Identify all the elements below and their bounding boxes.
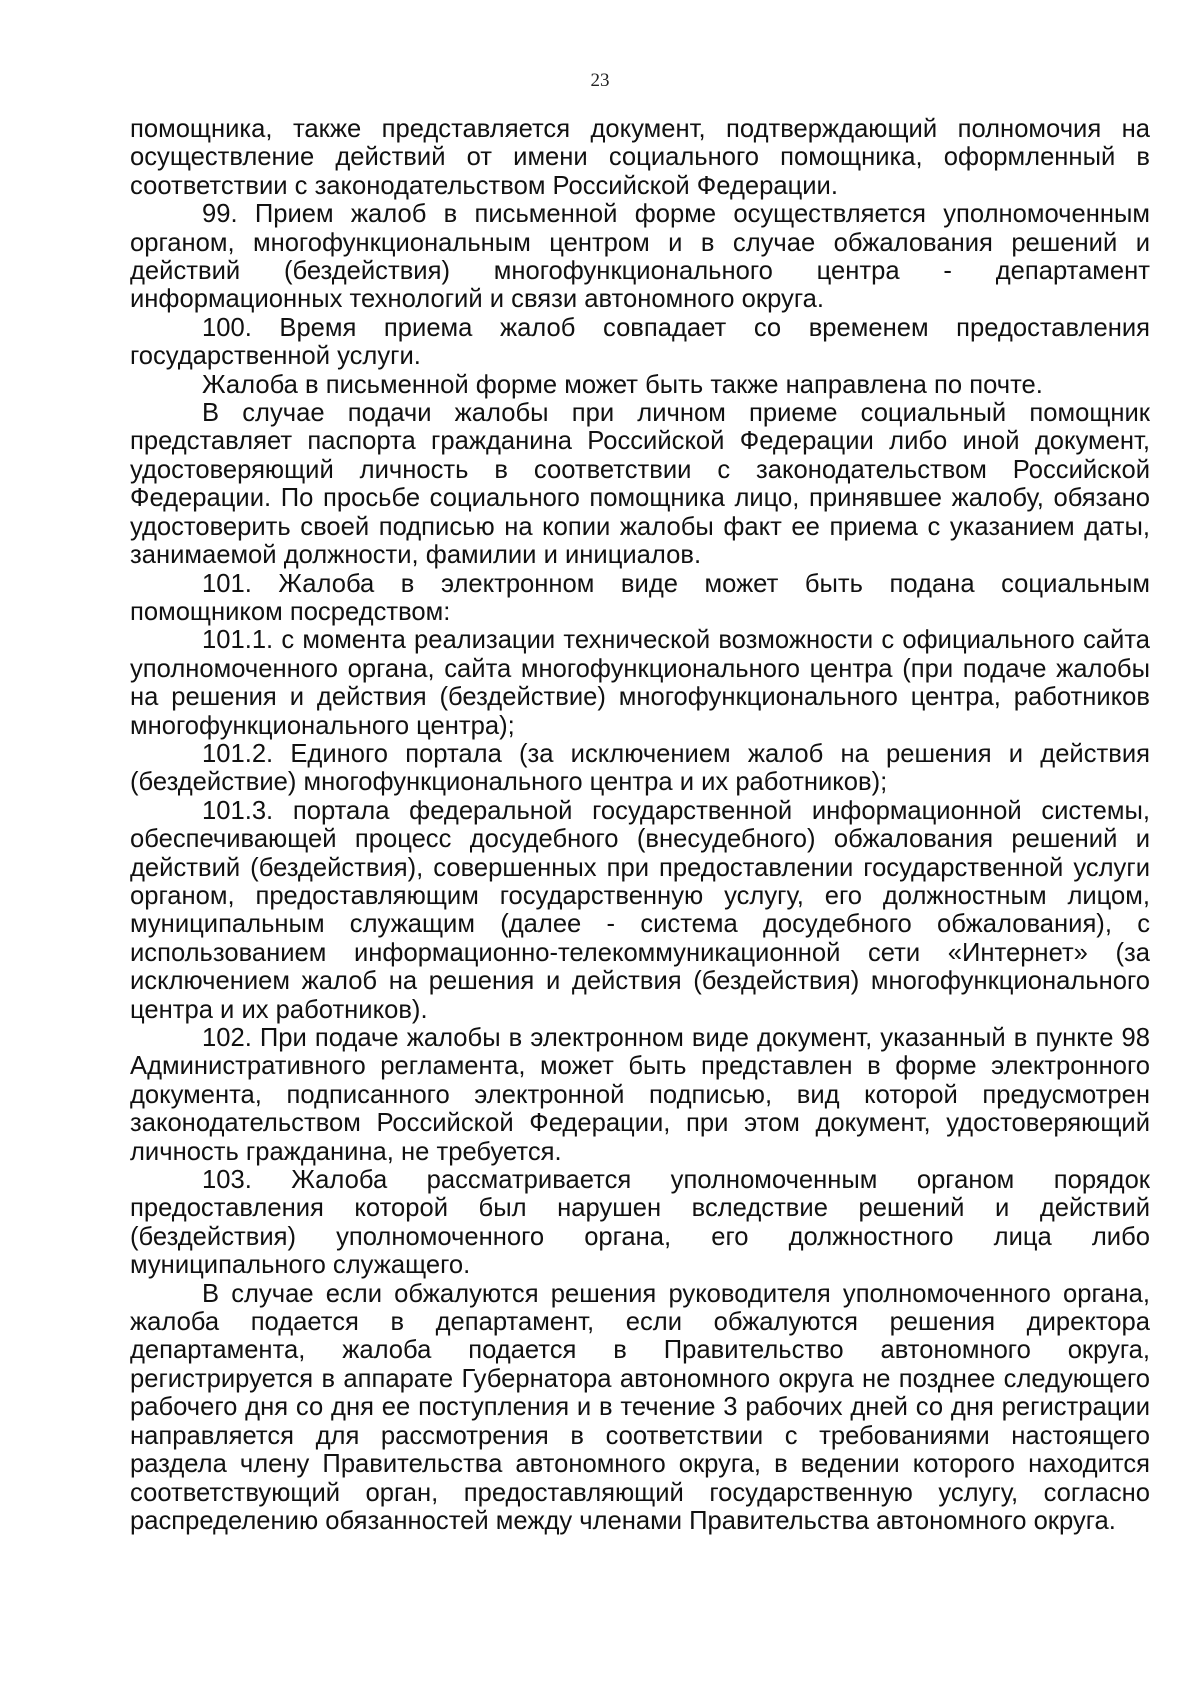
- document-body: [130, 115, 1150, 1535]
- paragraph-100: 100. Время приема жалоб совпадает со временем предоставления государственной услуги.: [130, 313, 1150, 371]
- paragraph-101-2: 101.2. Единого портала (за исключением жалоб на решения и действия (бездействие) многофункционального центра и их работников);: [130, 739, 1150, 797]
- paragraph-continued: помощника, также представляется документ, подтверждающий полномочия на осуществление действий от имени социального помощника, оформленный в соответствии с законодательством Российской Федерации.: [130, 115, 1150, 200]
- paragraph-personal-reception: В случае подачи жалобы при личном приеме социальный помощник представляет паспорта гражданина Российской Федерации либо иной документ, удостоверяющий личность в соответствии с законодательством Российской Федерации. По просьбе социального помощника лицо, принявшее жалобу, обязано удостоверить своей подписью на копии жалобы факт ее приема с указанием даты, занимаемой должности, фамилии и инициалов.: [130, 399, 1150, 570]
- paragraph-102: 102. При подаче жалобы в электронном виде документ, указанный в пункте 98 Административного регламента, может быть представлен в форме электронного документа, подписанного электронной подписью, вид которой предусмотрен законодательством Российской Федерации, при этом документ, удостоверяющий личность гражданина, не требуется.: [130, 1024, 1150, 1166]
- paragraph-103: 103. Жалоба рассматривается уполномоченным органом порядок предоставления которой был нарушен вследствие решений и действий (бездействия) уполномоченного органа, его должностного лица либо муниципального служащего.: [130, 1166, 1150, 1280]
- paragraph-101-3: 101.3. портала федеральной государственной информационной системы, обеспечивающей процесс досудебного (внесудебного) обжалования решений и действий (бездействия), совершенных при предоставлении государственной услуги органом, предоставляющим государственную услугу, его должностным лицом, муниципальным служащим (далее - система досудебного обжалования), с использованием информационно-телекоммуникационной сети «Интернет» (за исключением жалоб на решения и действия (бездействия) многофункционального центра и их работников).: [130, 796, 1150, 1024]
- paragraph-postal-complaint: Жалоба в письменной форме может быть также направлена по почте.: [202, 370, 1043, 399]
- paragraph-101-1: 101.1. с момента реализации технической возможности с официального сайта уполномоченного органа, сайта многофункционального центра (при подаче жалобы на решения и действия (бездействие) многофункционального центра, работников многофункционального центра);: [130, 626, 1150, 740]
- paragraph-101: 101. Жалоба в электронном виде может быть подана социальным помощником посредством:: [130, 569, 1150, 626]
- page-number: 23: [590, 70, 610, 91]
- paragraph-99: 99. Прием жалоб в письменной форме осуществляется уполномоченным органом, многофункциональным центром и в случае обжалования решений и действий (бездействия) многофункционального центра - департамент информационных технологий и связи автономного округа.: [130, 200, 1150, 314]
- paragraph-appeal-head: В случае если обжалуются решения руководителя уполномоченного органа, жалоба подается в департамент, если обжалуются решения директора департамента, жалоба подается в Правительство автономного округа, регистрируется в аппарате Губернатора автономного округа не позднее следующего рабочего дня со дня ее поступления и в течение 3 рабочих дней со дня регистрации направляется для рассмотрения в соответствии с требованиями настоящего раздела члену Правительства автономного округа, в ведении которого находится соответствующий орган, предоставляющий государственную услугу, согласно распределению обязанностей между членами Правительства автономного округа.: [130, 1279, 1150, 1535]
